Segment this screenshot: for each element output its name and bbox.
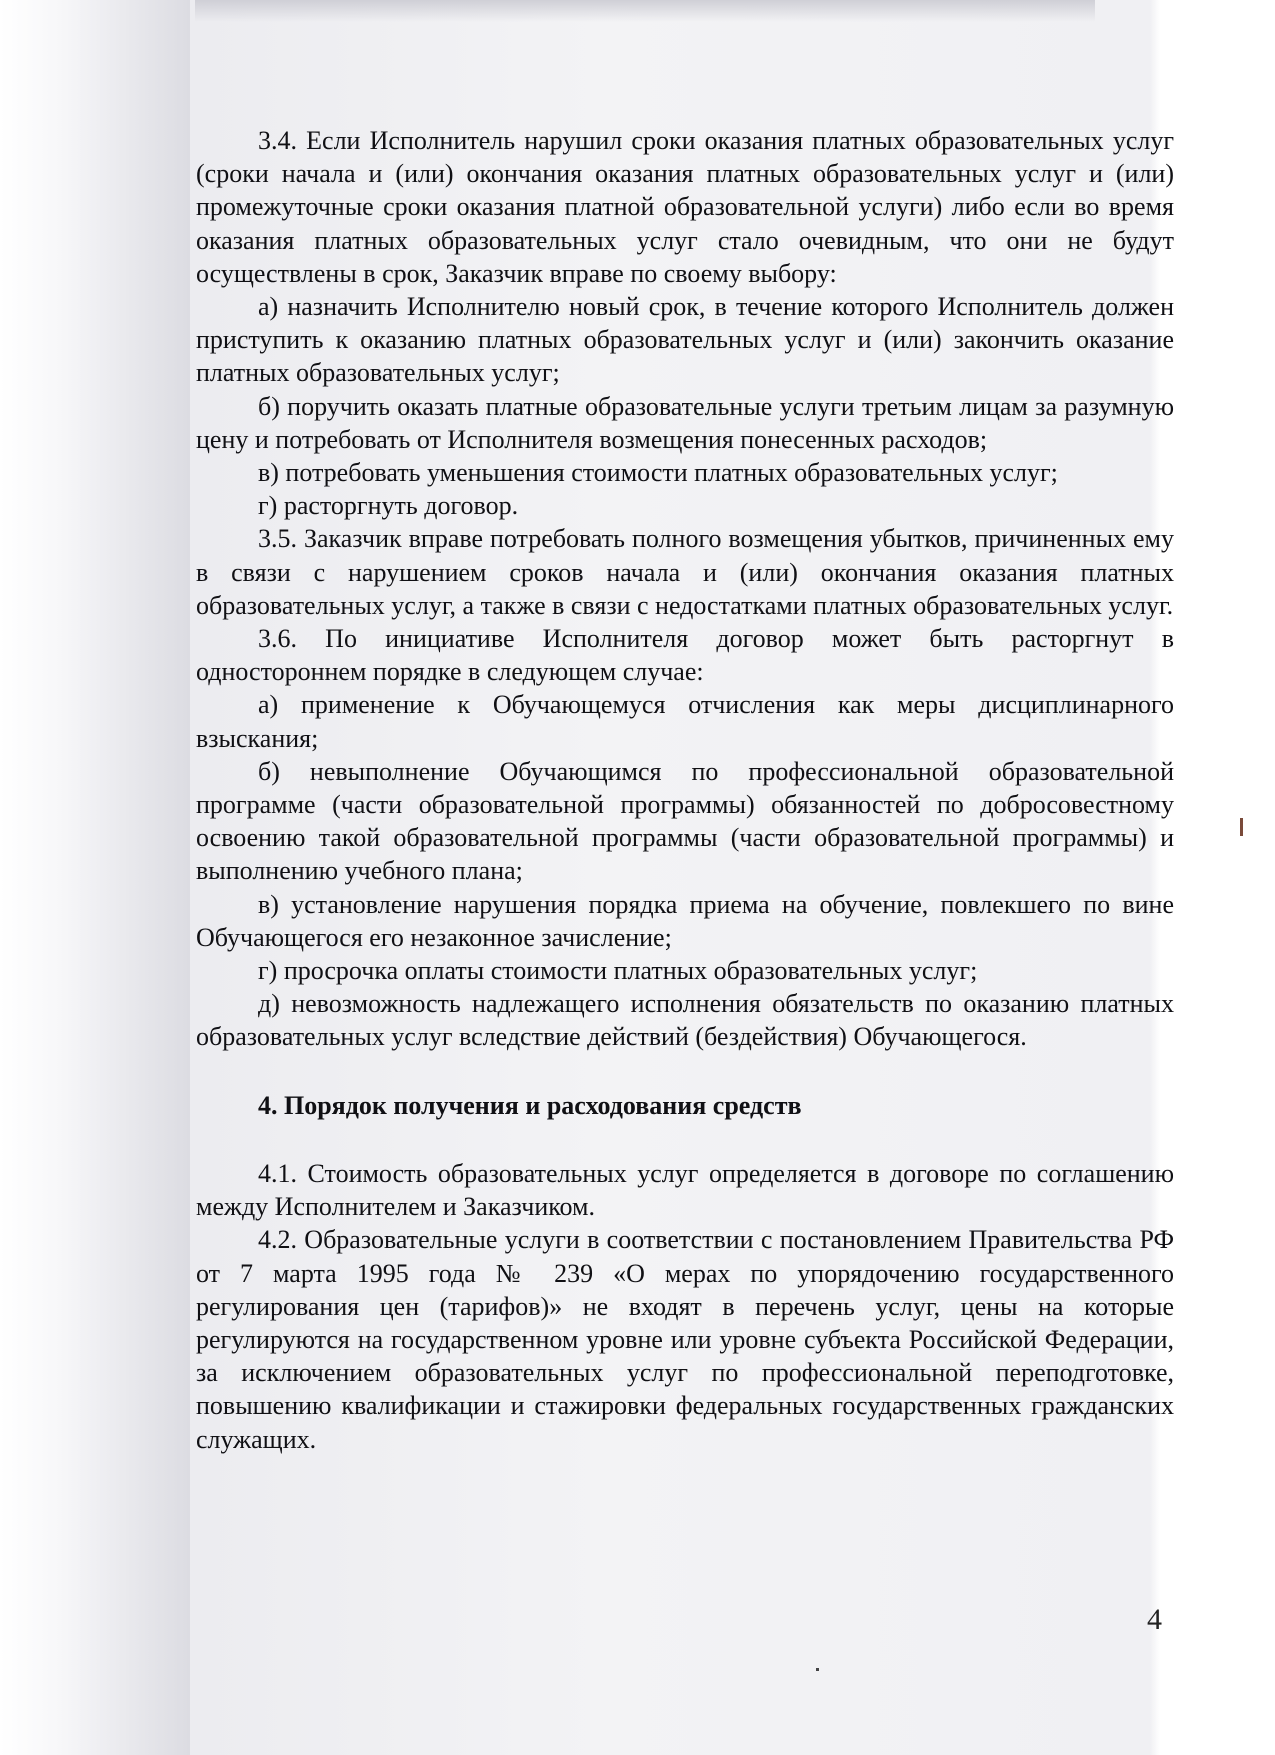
document-body [196, 124, 1174, 1456]
scan-shadow-top [195, 0, 1095, 22]
paragraph-4-1: 4.1. Стоимость образовательных услуг определяется в договоре по соглашению между Исполнителем и Заказчиком. [196, 1158, 1174, 1222]
scan-shadow-left [0, 0, 190, 1755]
paragraph-3-4: 3.4. Если Исполнитель нарушил сроки оказания платных образовательных услуг (сроки начала и (или) окончания оказания платных образовательных услуг и (или) промежуточные сроки оказания платной образовательной услуги) либо если во время оказания платных образовательных услуг стало очевидным, что они не будут осуществлены в срок, Заказчик вправе по своему выбору: [196, 126, 1174, 288]
paragraph-3-6: 3.6. По инициативе Исполнителя договор может быть расторгнут в одностороннем порядке в следующем случае: [196, 624, 1174, 687]
scan-speck [816, 1668, 819, 1671]
item-g: г) расторгнуть договор. [258, 491, 519, 521]
item-d-3-6: д) невозможность надлежащего исполнения обязательств по оказанию платных образовательных услуг вследствие действий (бездействия) Обучающегося. [196, 989, 1174, 1052]
section-heading: 4. Порядок получения и расходования средств [258, 1090, 802, 1120]
page-number: 4 [1147, 1603, 1162, 1636]
scan-mark [1240, 818, 1243, 836]
item-b-3-6: б) невыполнение Обучающимся по профессиональной образовательной программе (части образовательной программы) обязанностей по добросовестному освоению такой образовательной программы (части образовательной программы) и выполнению учебного плана; [196, 756, 1174, 886]
item-v: в) потребовать уменьшения стоимости платных образовательных услуг; [258, 458, 1058, 488]
paragraph-4-2: 4.2. Образовательные услуги в соответствии с постановлением Правительства РФ от 7 марта 1995 года № 239 «О мерах по упорядочению государственного регулирования цен (тарифов)» не входят в перечень услуг, цены на которые регулируются на государственном уровне или уровне субъекта Российской Федерации, за исключением образовательных услуг по профессиональной переподготовке, повышению квалификации и стажировки федеральных государственных гражданских служащих. [196, 1225, 1174, 1454]
item-v-3-6: в) установление нарушения порядка приема на обучение, повлекшего по вине Обучающегося его незаконное зачисление; [196, 889, 1174, 952]
item-a: а) назначить Исполнителю новый срок, в течение которого Исполнитель должен приступить к оказанию платных образовательных услуг и (или) закончить оказание платных образовательных услуг; [196, 292, 1174, 388]
item-g-3-6: г) просрочка оплаты стоимости платных образовательных услуг; [258, 956, 978, 986]
item-a-3-6: а) применение к Обучающемуся отчисления как меры дисциплинарного взыскания; [196, 690, 1174, 753]
paragraph-3-5: 3.5. Заказчик вправе потребовать полного возмещения убытков, причиненных ему в связи с нарушением сроков начала и (или) окончания оказания платных образовательных услуг, а также в связи с недостатками платных образовательных услуг. [196, 524, 1174, 620]
item-b: б) поручить оказать платные образовательные услуги третьим лицам за разумную цену и потребовать от Исполнителя возмещения понесенных расходов; [196, 391, 1174, 454]
